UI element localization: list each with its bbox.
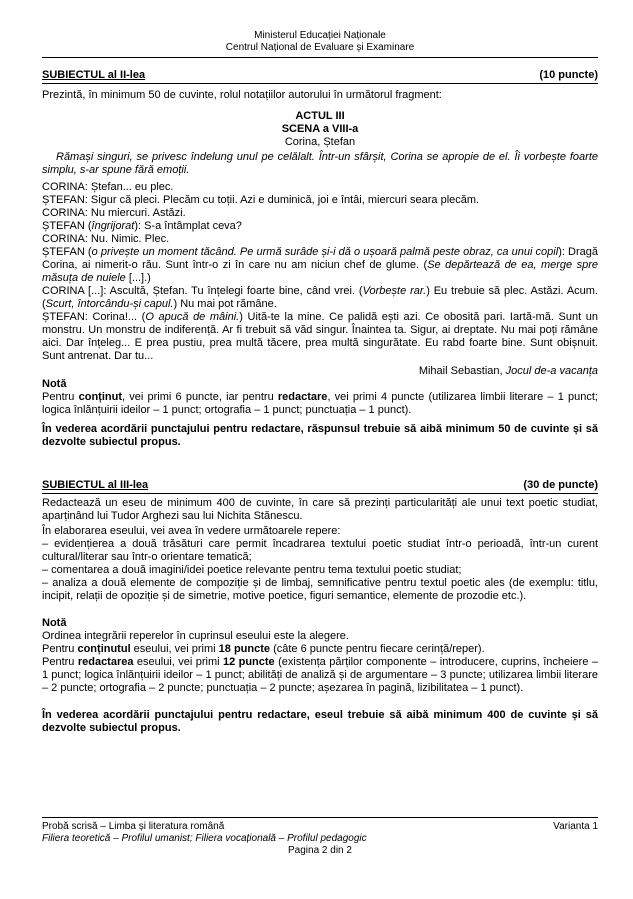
subject-2-heading bbox=[42, 69, 598, 82]
scene-heading bbox=[42, 110, 598, 149]
footer-divider bbox=[42, 817, 598, 818]
subject-3-body bbox=[42, 497, 598, 735]
page-footer bbox=[42, 821, 598, 857]
page-number: Pagina 2 din 2 bbox=[288, 845, 352, 856]
scene-title: SCENA a VIII-a bbox=[281, 123, 359, 135]
subject-3-divider bbox=[42, 493, 598, 494]
note-line: Pentru conținutul eseului, vei primi 18 puncte (câte 6 puncte pentru fiecare cerință/reper). bbox=[42, 643, 485, 655]
variant-label: Varianta 1 bbox=[553, 821, 598, 832]
note-line: Pentru redactarea eseului, vei primi 12 puncte (existența părților componente – introducere, cuprins, încheiere – 1 punct; logica înlănțuirii ideilor – 1 punct; abilități de analiză și de argumentare – 3 puncte; utilizarea limbii literare – 2 puncte; ortografia – 2 puncte; punctuația – 2 puncte; așezarea în pagină, lizibilitatea – 1 punct). bbox=[42, 656, 598, 694]
dialogue-line: ȘTEFAN: Corina!... (O apucă de mâini.) Uită-te la mine. Ce palidă ești azi. Ce obosită pari. Iartă-mă. Sunt un monstru. Un monstru de indiferență. Ar fi trebuit să văd singur. Înaintea ta. Sigur, ai dreptate. Nu mai poți rămâne aici. Dar înțeleg... E prea pustiu, prea multă tăcere, prea multă singurătate. Eu rabd foarte bine. Sunt obișnuit. Sunt antrenat. Dar tu... bbox=[42, 311, 599, 362]
ministry-name: Ministerul Educației Naționale bbox=[254, 30, 386, 41]
subject-2-title: SUBIECTUL al II-lea bbox=[42, 69, 146, 81]
subject-3-heading bbox=[42, 479, 598, 492]
guidelines-intro: În elaborarea eseului, vei avea în vedere următoarele repere: bbox=[42, 525, 341, 537]
subject-2-divider bbox=[42, 83, 598, 84]
dialogue-line: ȘTEFAN (îngrijorat): S-a întâmplat ceva? bbox=[42, 220, 242, 232]
track-label: Filiera teoretică – Profilul umanist; Filiera vocațională – Profilul pedagogic bbox=[42, 833, 367, 844]
header-divider bbox=[42, 57, 598, 58]
dialogue-line: ȘTEFAN: Sigur că pleci. Plecăm cu toții. Azi e duminică, joi e întâi, miercuri seara plecăm. bbox=[42, 194, 480, 206]
subject-2-prompt: Prezintă, în minimum 50 de cuvinte, rolul notațiilor autorului în următorul fragment: bbox=[42, 89, 442, 101]
center-name: Centrul Național de Evaluare și Examinare bbox=[225, 42, 415, 53]
act-title: ACTUL III bbox=[295, 110, 345, 122]
subject-2-points: (10 puncte) bbox=[539, 69, 598, 81]
guideline-item: – comentarea a două imagini/idei poetice relevante pentru tema textului poetic studiat; bbox=[42, 564, 462, 576]
subject-3-prompt: Redactează un eseu de minimum 400 de cuvinte, în care să prezinți particularități ale unui text poetic studiat, aparținând lui Tudor Arghezi sau lui Nichita Stănescu. bbox=[42, 497, 598, 522]
word-requirement: În vederea acordării punctajului pentru redactare, eseul trebuie să aibă minimum 400 de cuvinte și să dezvolte subiectul propus. bbox=[42, 709, 598, 734]
dialogue-line: ȘTEFAN (o privește un moment tăcând. Pe urmă surâde și-i dă o ușoară palmă peste obraz, ca unui copil): Dragă Corina, ai nimerit-o rău. Sunt într-o zi în care nu am niciun chef de glume. (Se depărtează de ea, merge spre măsuța de nuiele [...].) bbox=[42, 246, 599, 284]
subject-3-title: SUBIECTUL al III-lea bbox=[42, 479, 149, 491]
word-requirement: În vederea acordării punctajului pentru redactare, răspunsul trebuie să aibă minimum 50 de cuvinte și să dezvolte subiectul propus. bbox=[42, 423, 598, 448]
guideline-item: – analiza a două elemente de compoziție și de limbaj, semnificative pentru textul poetic ales (de exemplu: titlu, incipit, relații de opoziție și de simetrie, motive poetice, figuri semantice, elemente de prozodie etc.). bbox=[42, 577, 598, 602]
dialogue-line: CORINA: Nu miercuri. Astăzi. bbox=[42, 207, 186, 219]
subject-2-body bbox=[42, 89, 598, 449]
dialogue-line: CORINA: Ștefan... eu plec. bbox=[42, 181, 174, 193]
note-line: Ordinea integrării reperelor în cuprinsul eseului este la alegere. bbox=[42, 630, 349, 642]
exam-name: Probă scrisă – Limba și literatura română bbox=[42, 821, 225, 832]
subject-3-points: (30 de puncte) bbox=[523, 479, 598, 491]
scene-characters: Corina, Ștefan bbox=[284, 136, 356, 148]
page-header bbox=[42, 30, 598, 54]
dialogue-line: CORINA: Nu. Nimic. Plec. bbox=[42, 233, 170, 245]
note-label: Notă bbox=[42, 617, 67, 629]
note-label: Notă bbox=[42, 378, 67, 390]
stage-direction: Rămași singuri, se privesc îndelung unul pe celălalt. Într-un sfârșit, Corina se apropie de el. Îi vorbește foarte simplu, s-ar spune fără emoții. bbox=[42, 151, 598, 176]
scoring-note: Pentru conținut, vei primi 6 puncte, iar pentru redactare, vei primi 4 puncte (utilizarea limbii literare – 1 punct; logica înlănțuirii ideilor – 1 punct; ortografia – 1 punct; punctuația – 1 punct). bbox=[42, 391, 598, 416]
guideline-item: – evidențierea a două trăsături care permit încadrarea textului poetic studiat într-o perioadă, într-un curent cultural/literar sau într-o orientare tematică; bbox=[42, 538, 598, 563]
dialogue-line: CORINA [...]: Ascultă, Ștefan. Tu înțelegi foarte bine, când vrei. (Vorbește rar.) Eu trebuie să plec. Astăzi. Acum. (Scurt, întorcându-și capul.) Nu mai pot rămâne. bbox=[42, 285, 598, 310]
fragment-source: Mihail Sebastian, Jocul de-a vacanța bbox=[418, 365, 598, 377]
